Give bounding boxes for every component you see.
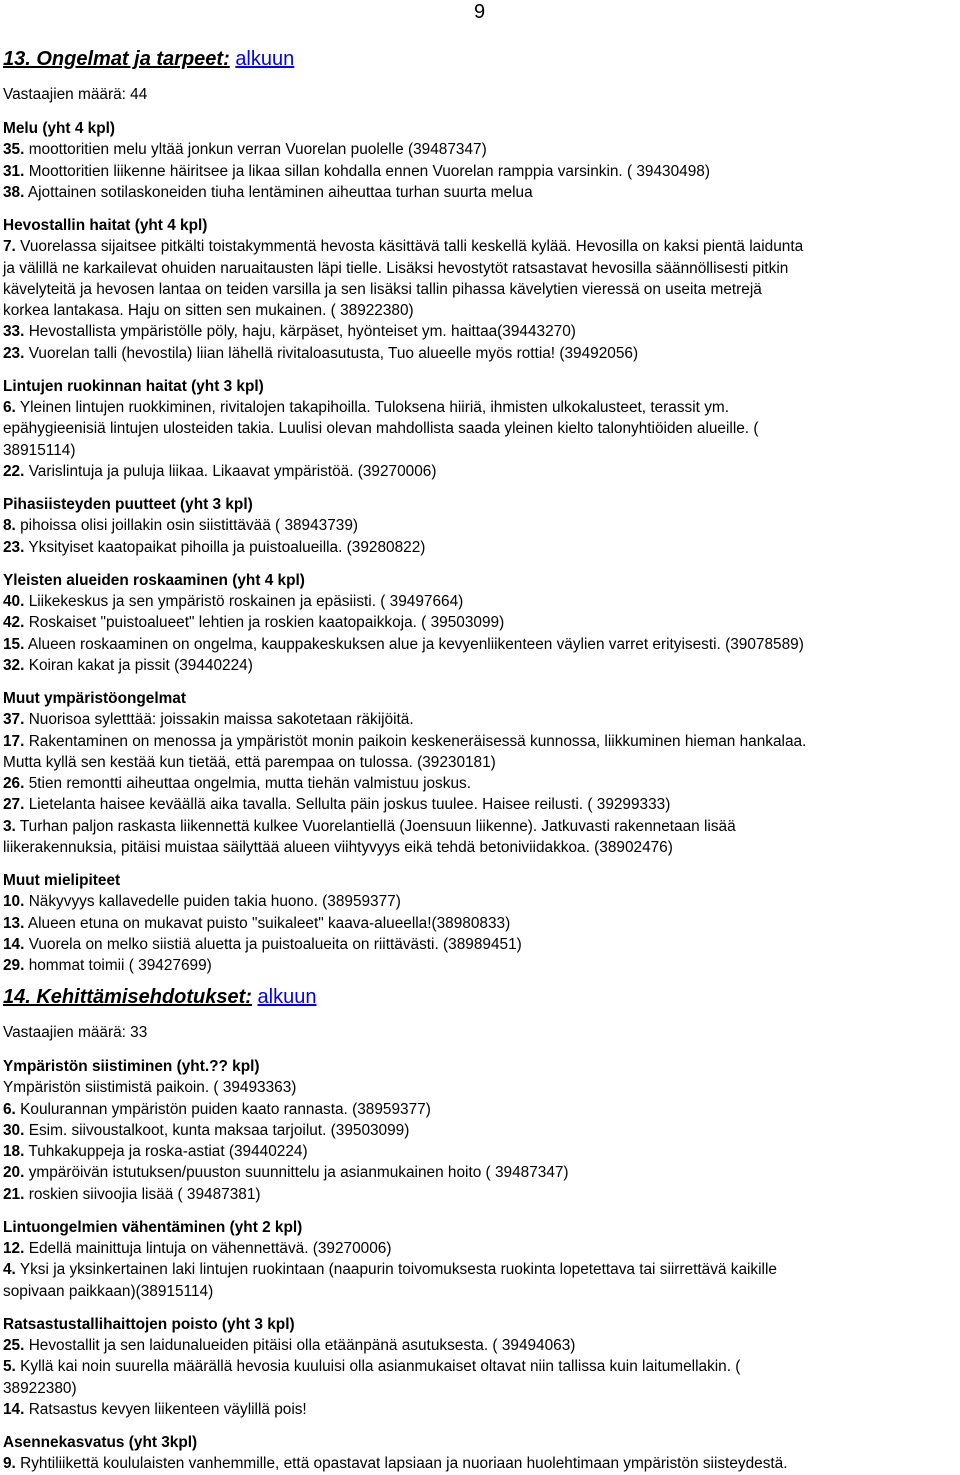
item-text: Mutta kyllä sen kestää kun tietää, että parempaa on tulossa. (39230181) (3, 753, 496, 771)
item-number: 23. (3, 344, 25, 362)
list-item (3, 516, 358, 536)
item-text: Moottoritien liikenne häiritsee ja likaa sillan kohdalla ennen Vuorelan ramppia varsinkin. ( 39430498) (28, 162, 710, 180)
item-text: Esim. siivoustalkoot, kunta maksaa tarjoilut. (39503099) (28, 1121, 410, 1139)
item-number: 40. (3, 593, 25, 610)
item-text: hommat toimii ( 39427699) (28, 957, 212, 974)
list-item (3, 1163, 569, 1183)
group-heading (3, 1433, 197, 1453)
back-to-top-link[interactable]: alkuun (235, 48, 295, 70)
group-heading (3, 216, 207, 236)
item-number: 9. (3, 1455, 16, 1473)
item-number: 32. (3, 656, 25, 674)
item-number: 6. (3, 399, 16, 416)
group-heading (3, 871, 120, 891)
list-item (3, 237, 803, 257)
group-heading-text: Asennekasvatus (yht 3kpl) (3, 1434, 198, 1451)
group-heading (3, 571, 305, 591)
page-number: 9 (474, 1, 486, 23)
item-number: 10. (3, 893, 25, 911)
list-item-continuation (3, 441, 75, 461)
group-heading (3, 119, 115, 139)
group-heading-text: Ympäristön siistiminen (yht.?? kpl) (3, 1058, 260, 1075)
item-text: Rakentaminen on menossa ja ympäristöt monin paikoin keskeneräisessä kunnossa, liikkuminen hieman hankalaa. (28, 732, 807, 750)
item-text: moottoritien melu yltää jonkun verran Vuorelan puolelle (39487347) (28, 141, 487, 159)
item-text: Lietelanta haisee keväällä aika tavalla. Sellulta päin joskus tuulee. Haisee reilusti. ( 39299333) (28, 796, 671, 814)
item-text: pihoissa olisi joillakin osin siistittävää ( 38943739) (20, 517, 359, 535)
item-number: 25. (3, 1337, 25, 1354)
item-number: 7. (3, 238, 16, 256)
item-text: Koiran kakat ja pissit (39440224) (28, 656, 253, 674)
item-number: 5. (3, 1358, 16, 1376)
list-item (3, 613, 504, 633)
item-number: 14. (3, 935, 25, 953)
item-text: Liikekeskus ja sen ympäristö roskainen ja epäsiisti. ( 39497664) (28, 593, 464, 610)
list-item-continuation (3, 259, 788, 279)
respondent-count: Vastaajien määrä: 44 (3, 86, 148, 103)
list-item (3, 635, 804, 655)
item-text: Varislintuja ja puluja liikaa. Likaavat ympäristöä. (39270006) (28, 462, 437, 480)
list-item (3, 592, 463, 612)
list-item (3, 656, 253, 676)
item-text: 38915114) (3, 441, 76, 459)
item-number: 8. (3, 517, 16, 535)
item-number: 30. (3, 1121, 25, 1139)
group-heading (3, 1315, 295, 1335)
item-number: 42. (3, 614, 25, 632)
item-text: Yksityiset kaatopaikat pihoilla ja puistoalueilla. (39280822) (28, 538, 426, 556)
item-text: 5tien remontti aiheuttaa ongelmia, mutta tiehän valmistuu joskus. (28, 775, 471, 792)
list-item (3, 162, 710, 182)
item-text: Kyllä kai noin suurella määrällä hevosia kuuluisi olla asianmukaiset oltavat niin tallissa kuin laitumellakin. ( (20, 1358, 741, 1376)
item-text: liikerakennuksia, pitäisi muistaa säilyttää alueen viihtyvyys eikä tehdä betoniviidakkoa. (38902476) (3, 838, 673, 856)
respondent-count: Vastaajien määrä: 33 (3, 1024, 148, 1041)
list-item (3, 892, 401, 912)
item-text: Vuorelan talli (hevostila) liian lähellä rivitaloasutusta, Tuo alueelle myös rottia! (39492056) (28, 344, 639, 362)
group-heading (3, 1057, 260, 1077)
group-heading (3, 689, 186, 709)
list-item-continuation (3, 301, 414, 321)
item-number: 17. (3, 732, 25, 750)
item-text: Nuorisoa syletttää: joissakin maissa sakotetaan räkijöitä. (28, 711, 414, 729)
item-number: 3. (3, 817, 16, 835)
item-text: Vuorela on melko siistiä aluetta ja puistoalueita on riittävästi. (38989451) (28, 935, 522, 953)
list-item (3, 1454, 788, 1474)
item-number: 29. (3, 957, 25, 974)
item-number: 37. (3, 711, 25, 729)
item-text: Alueen etuna on mukavat puisto "suikaleet" kaava-alueella!(38980833) (27, 914, 511, 932)
item-text: Näkyvyys kallavedelle puiden takia huono. (38959377) (28, 893, 401, 911)
group-heading-text: Lintuongelmien vähentäminen (yht 2 kpl) (3, 1218, 303, 1236)
item-text: Hevostallista ympäristölle pöly, haju, kärpäset, hyönteiset ym. haittaa(39443270) (28, 323, 576, 341)
section-title-text: 13. Ongelmat ja tarpeet: (3, 48, 230, 70)
list-item (3, 935, 522, 955)
item-number: 23. (3, 538, 25, 556)
item-text: Roskaiset "puistoalueet" lehtien ja roskien kaatopaikkoja. ( 39503099) (28, 614, 505, 632)
list-item (3, 398, 729, 418)
group-heading-text: Pihasiisteyden puutteet (yht 3 kpl) (3, 496, 253, 513)
item-number: 38. (3, 183, 25, 201)
item-number: 31. (3, 162, 25, 180)
item-text: Alueen roskaaminen on ongelma, kauppakeskuksen alue ja kevyenliikenteen väylien varret erityisesti. (39078589) (27, 635, 804, 653)
list-item (3, 322, 576, 342)
group-heading-text: Lintujen ruokinnan haitat (yht 3 kpl) (3, 377, 264, 395)
item-number: 13. (3, 914, 25, 932)
section-title-text: 14. Kehittämisehdotukset: (3, 986, 252, 1008)
item-text: Edellä mainittuja lintuja on vähennettävä. (39270006) (28, 1240, 392, 1257)
section-title (3, 47, 294, 71)
item-number: 27. (3, 796, 25, 814)
group-heading-text: Hevostallin haitat (yht 4 kpl) (3, 217, 208, 234)
list-item (3, 710, 414, 730)
list-item-continuation (3, 753, 496, 773)
back-to-top-link[interactable]: alkuun (257, 986, 317, 1008)
item-number: 4. (3, 1261, 16, 1279)
item-number: 26. (3, 775, 25, 792)
item-text: Vuorelassa sijaitsee pitkälti toistakymmentä hevosta käsittävä talli keskellä kylää. Hevosilla on kaksi pientä laidunta (20, 238, 804, 256)
list-item-continuation (3, 1282, 213, 1302)
group-heading (3, 1218, 302, 1238)
item-number: 20. (3, 1164, 25, 1182)
list-item-continuation (3, 1379, 77, 1399)
item-text: Yksi ja yksinkertainen laki lintujen ruokintaan (naapurin toivomuksesta ruokinta lopetettava tai siirrettävä kaikille (19, 1261, 777, 1279)
list-item (3, 140, 487, 160)
list-item (3, 774, 471, 794)
list-item (3, 1336, 575, 1356)
group-heading-text: Melu (yht 4 kpl) (3, 120, 116, 137)
list-item (3, 183, 533, 203)
item-number: 21. (3, 1185, 25, 1203)
list-item (3, 732, 806, 752)
list-item-continuation (3, 838, 673, 858)
list-item-continuation (3, 419, 759, 439)
group-heading (3, 495, 253, 515)
item-text: kävelyteitä ja hevosen lantaa on teiden varsilla ja sen lisäksi tallin pihassa kävelytien vieressä on useita metrejä (3, 280, 762, 298)
item-text: ja välillä ne karkailevat ohuiden naruaitausten läpi tielle. Lisäksi hevostytöt ratsastavat hevosilla säännöllisesti pitkin (3, 259, 789, 277)
item-number: 22. (3, 462, 25, 480)
section-title (3, 985, 316, 1009)
list-item (3, 1121, 409, 1141)
item-text: Tuhkakuppeja ja roska-astiat (39440224) (28, 1143, 308, 1160)
item-text: Ryhtiliikettä koululaisten vanhemmille, että opastavat lapsiaan ja nuoriaan huolehtimaan ympäristön siisteydestä. (20, 1455, 788, 1473)
item-number: 18. (3, 1143, 25, 1160)
item-number: 14. (3, 1400, 25, 1418)
item-text: Ratsastus kevyen liikenteen väylillä pois! (28, 1400, 307, 1418)
list-item (3, 1239, 391, 1259)
list-item (3, 1400, 307, 1420)
item-text: epähygieenisiä lintujen ulosteiden takia. Luulisi olevan mahdollista saada yleinen kielto talonyhtiöiden alueille. ( (3, 420, 759, 438)
list-item (3, 795, 670, 815)
item-text: korkea lantakasa. Haju on sitten sen mukainen. ( 38922380) (3, 302, 414, 319)
list-item (3, 538, 425, 558)
item-text: Koulurannan ympäristön puiden kaato rannasta. (38959377) (20, 1100, 431, 1118)
list-item (3, 1357, 740, 1377)
list-item-continuation (3, 280, 762, 300)
item-text: sopivaan paikkaan)(38915114) (3, 1282, 214, 1300)
list-item (3, 817, 736, 837)
list-item (3, 344, 638, 364)
list-item (3, 1100, 431, 1120)
item-number: 12. (3, 1240, 25, 1257)
group-heading-text: Ratsastustallihaittojen poisto (yht 3 kpl) (3, 1315, 295, 1333)
item-text: ympäröivän istutuksen/puuston suunnittelu ja asianmukainen hoito ( 39487347) (28, 1164, 569, 1182)
item-text: 38922380) (3, 1379, 77, 1397)
list-item (3, 956, 212, 976)
item-number: 33. (3, 323, 25, 341)
item-text: roskien siivoojia lisää ( 39487381) (28, 1185, 261, 1203)
item-text: Turhan paljon raskasta liikennettä kulkee Vuorelantiellä (Joensuun liikenne). Jatkuvasti rakennetaan lisää (19, 817, 736, 835)
group-heading-text: Muut ympäristöongelmat (3, 690, 186, 707)
item-text: Ajottainen sotilaskoneiden tiuha lentäminen aiheuttaa turhan suurta melua (27, 183, 533, 201)
item-number: 6. (3, 1100, 16, 1118)
list-item (3, 914, 510, 934)
list-item (3, 1260, 777, 1280)
group-heading (3, 377, 264, 397)
item-text: Ympäristön siistimistä paikoin. ( 39493363) (3, 1079, 297, 1097)
list-item (3, 1078, 296, 1098)
list-item (3, 462, 436, 482)
list-item (3, 1185, 261, 1205)
item-text: Hevostallit ja sen laidunalueiden pitäisi olla etäänpänä asutuksesta. ( 39494063) (28, 1337, 576, 1354)
list-item (3, 1142, 308, 1162)
group-heading-text: Yleisten alueiden roskaaminen (yht 4 kpl) (3, 571, 305, 589)
group-heading-text: Muut mielipiteet (3, 872, 121, 889)
item-number: 35. (3, 141, 25, 159)
item-text: Yleinen lintujen ruokkiminen, rivitalojen takapihoilla. Tuloksena hiiriä, ihmisten ulkokalusteet, terassit ym. (19, 399, 730, 416)
item-number: 15. (3, 635, 25, 653)
